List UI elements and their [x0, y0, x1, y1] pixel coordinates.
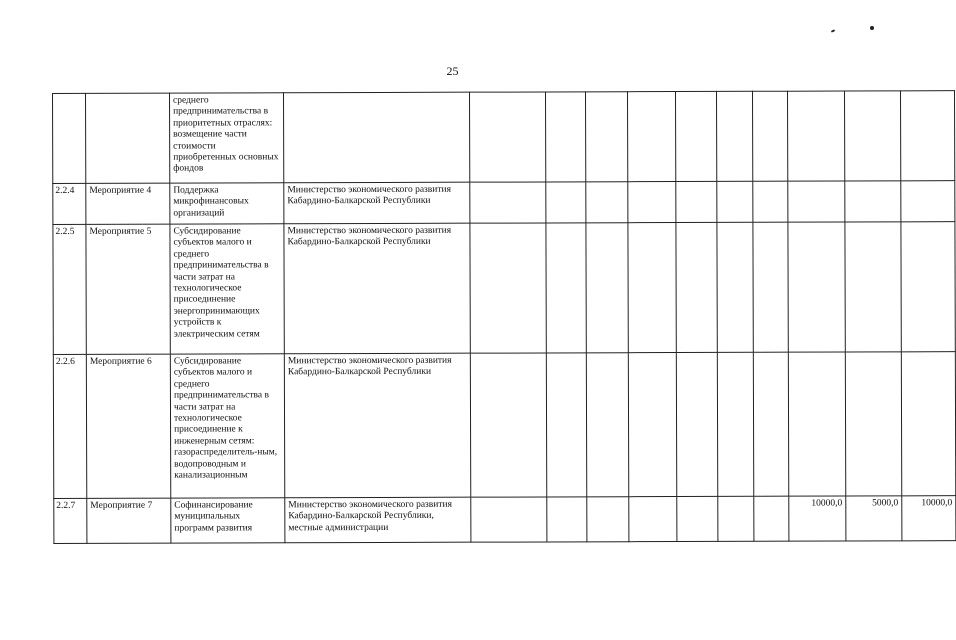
page-number: 25 [446, 64, 459, 78]
measure-name: Поддержка микрофинансовых организаций [170, 183, 284, 224]
value-cell [546, 353, 586, 497]
row-number: 2.2.5 [53, 224, 86, 354]
value-cell [546, 182, 586, 223]
value-cell: 10000,0 [902, 496, 956, 541]
value-cell [787, 91, 844, 181]
value-cell [677, 496, 718, 541]
value-cell [586, 223, 628, 353]
scan-artifact [831, 29, 835, 33]
value-cell [845, 222, 901, 352]
executor: Министерство экономического развития Кабардино-Балкарской Республики [284, 223, 470, 354]
row-number [53, 93, 86, 183]
value-cell [470, 182, 546, 223]
executor: Министерство экономического развития Кабардино-Балкарской Республики [284, 182, 470, 224]
value-cell [547, 497, 587, 542]
event-label: Мероприятие 7 [87, 498, 171, 543]
value-cell [628, 353, 676, 497]
table-row [53, 91, 955, 184]
measure-name: Софинансирование муниципальных программ развития [171, 498, 285, 543]
value-cell [788, 222, 845, 352]
value-cell [629, 497, 677, 542]
row-number: 2.2.6 [53, 354, 86, 498]
value-cell: 10000,0 [789, 496, 846, 541]
table-row [53, 352, 955, 499]
row-number: 2.2.7 [54, 498, 87, 543]
value-cell [586, 353, 628, 497]
value-cell: 5000,0 [846, 496, 902, 541]
value-cell [587, 497, 629, 542]
event-label [86, 93, 170, 183]
program-measures-table [52, 90, 956, 544]
value-cell [627, 92, 675, 182]
value-cell [676, 222, 717, 352]
measure-name: Субсидирование субъектов малого и среднего предпринимательства в части затрат на технологическое присоединение к инженерным сетям: газораспределитель-ным, водопроводным и канализационным [170, 354, 284, 498]
value-cell [585, 92, 627, 182]
value-cell [788, 352, 845, 496]
table-body [53, 91, 956, 544]
executor [284, 92, 470, 183]
value-cell [753, 222, 788, 352]
value-cell [901, 352, 955, 496]
value-cell [788, 181, 845, 222]
value-cell [546, 223, 586, 353]
scan-artifact [870, 26, 874, 30]
value-cell [470, 223, 546, 353]
value-cell [845, 352, 901, 496]
value-cell [845, 181, 901, 222]
value-cell [900, 91, 954, 181]
value-cell [754, 496, 789, 541]
value-cell [753, 352, 788, 496]
value-cell [675, 91, 716, 181]
measure-name: среднего предпринимательства в приоритетных отраслях: возмещение части стоимости приобретенных основных фондов [170, 93, 284, 183]
table-row [54, 496, 956, 544]
event-label: Мероприятие 5 [86, 224, 170, 354]
value-cell [844, 91, 900, 181]
executor: Министерство экономического развития Кабардино-Балкарской Республики [284, 353, 470, 498]
row-number: 2.2.4 [53, 183, 86, 224]
value-cell [901, 181, 955, 222]
value-cell [901, 222, 955, 352]
value-cell [718, 496, 754, 541]
value-cell [545, 92, 585, 182]
event-label: Мероприятие 6 [86, 354, 170, 498]
value-cell [717, 181, 753, 222]
value-cell [676, 352, 717, 496]
value-cell [716, 91, 752, 181]
value-cell [471, 497, 547, 542]
value-cell [628, 223, 676, 353]
table-row [53, 181, 955, 225]
value-cell [676, 181, 717, 222]
value-cell [470, 353, 546, 497]
event-label: Мероприятие 4 [86, 183, 170, 224]
value-cell [628, 182, 676, 223]
value-cell [717, 222, 753, 352]
value-cell [752, 91, 787, 181]
executor: Министерство экономического развития Кабардино-Балкарской Республики, местные администрации [285, 497, 471, 543]
measure-name: Субсидирование субъектов малого и среднего предпринимательства в части затрат на технологическое присоединение энергопринимающих устройств к электрическим сетям [170, 224, 284, 354]
value-cell [586, 182, 628, 223]
value-cell [753, 181, 788, 222]
value-cell [469, 92, 545, 182]
value-cell [717, 352, 753, 496]
table-row [53, 222, 955, 355]
